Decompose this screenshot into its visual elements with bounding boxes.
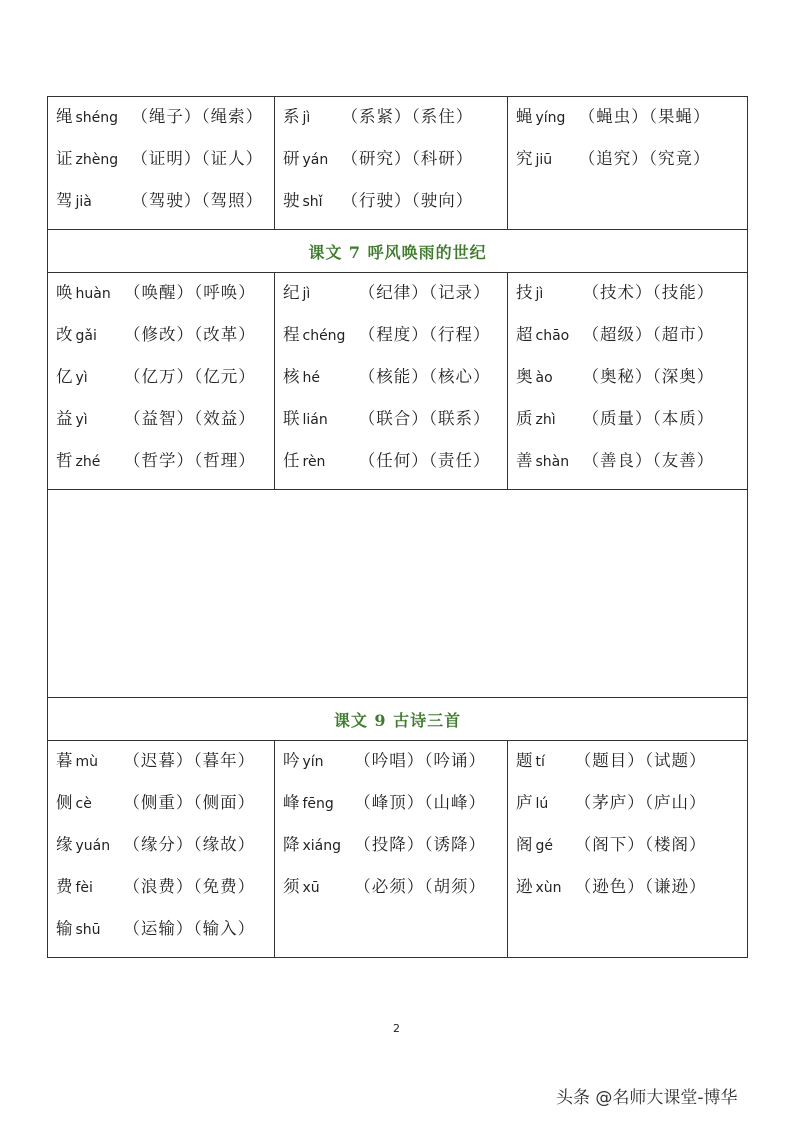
vocab-pinyin: huàn xyxy=(75,286,111,302)
vocab-char: 技 xyxy=(516,283,533,302)
vocab-pinyin: rèn xyxy=(302,454,326,470)
vocab-char: 究 xyxy=(516,149,533,168)
vocab-char: 益 xyxy=(56,409,73,428)
watermark: 头条 @名师大课堂-博华 xyxy=(556,1088,738,1108)
vocab-words: （证明）（证人） xyxy=(131,149,264,168)
lesson7-row xyxy=(48,273,748,490)
vocab-entry xyxy=(56,747,274,789)
vocab-words: （运输）（输入） xyxy=(123,919,256,938)
vocab-pinyin: ào xyxy=(535,370,553,386)
lesson9-col-1 xyxy=(48,741,275,958)
vocab-char: 驶 xyxy=(283,191,300,210)
vocab-entry xyxy=(56,447,274,489)
vocab-words: （阁下）（楼阁） xyxy=(574,835,707,854)
lesson9-title: 课文 9 古诗三首 xyxy=(333,710,462,730)
vocab-entry xyxy=(516,747,747,789)
vocab-pinyin: xùn xyxy=(535,880,562,896)
vocab-entry xyxy=(56,405,274,447)
vocab-pinyin: tí xyxy=(535,754,545,770)
vocab-entry xyxy=(56,103,274,145)
vocab-words: （行驶）（驶向） xyxy=(341,191,474,210)
vocab-words: （哲学）（哲理） xyxy=(123,451,256,470)
vocab-char: 暮 xyxy=(56,751,73,770)
section-top-col-1 xyxy=(48,97,275,230)
vocab-words: （蝇虫）（果蝇） xyxy=(578,107,711,126)
vocab-entry xyxy=(56,873,274,915)
vocab-entry xyxy=(516,145,747,187)
lesson7-title-row xyxy=(48,230,748,273)
vocab-words: （峰顶）（山峰） xyxy=(354,793,487,812)
vocab-char: 费 xyxy=(56,877,73,896)
vocab-char: 峰 xyxy=(283,793,300,812)
vocab-pinyin: yì xyxy=(75,412,88,428)
vocab-pinyin: shū xyxy=(75,922,101,938)
lesson9-row xyxy=(48,741,748,958)
vocab-words: （缘分）（缘故） xyxy=(123,835,256,854)
vocab-char: 证 xyxy=(56,149,73,168)
vocab-pinyin: lú xyxy=(535,796,549,812)
vocab-char: 降 xyxy=(283,835,300,854)
vocab-pinyin: mù xyxy=(75,754,99,770)
vocab-entry xyxy=(56,789,274,831)
vocab-char: 唤 xyxy=(56,283,73,302)
vocab-words: （善良）（友善） xyxy=(582,451,715,470)
vocab-words: （浪费）（免费） xyxy=(123,877,256,896)
vocab-char: 纪 xyxy=(283,283,300,302)
vocab-char: 绳 xyxy=(56,107,73,126)
vocab-char: 哲 xyxy=(56,451,73,470)
vocab-words: （技术）（技能） xyxy=(582,283,715,302)
vocab-pinyin: cè xyxy=(75,796,92,812)
vocab-pinyin: jì xyxy=(302,110,311,126)
vocab-pinyin: jiū xyxy=(535,152,553,168)
vocab-char: 吟 xyxy=(283,751,300,770)
vocab-char: 阁 xyxy=(516,835,533,854)
vocab-entry xyxy=(283,747,507,789)
vocab-entry xyxy=(516,831,747,873)
vocab-words: （题目）（试题） xyxy=(574,751,707,770)
lesson7-col-1 xyxy=(48,273,275,490)
vocab-entry xyxy=(516,363,747,405)
vocab-entry xyxy=(516,789,747,831)
vocab-entry xyxy=(56,363,274,405)
vocab-char: 善 xyxy=(516,451,533,470)
vocab-entry xyxy=(56,187,274,229)
section-top-col-2 xyxy=(275,97,508,230)
vocab-pinyin: yì xyxy=(75,370,88,386)
vocab-entry xyxy=(283,279,507,321)
vocab-words: （侧重）（侧面） xyxy=(123,793,256,812)
vocab-entry xyxy=(283,873,507,915)
lesson7-title: 课文 7 呼风唤雨的世纪 xyxy=(308,242,487,262)
vocab-pinyin: chāo xyxy=(535,328,570,344)
vocab-char: 输 xyxy=(56,919,73,938)
section-top-row xyxy=(48,97,748,230)
vocab-pinyin: zhèng xyxy=(75,152,119,168)
vocab-pinyin: hé xyxy=(302,370,320,386)
vocab-char: 质 xyxy=(516,409,533,428)
vocab-words: （必须）（胡须） xyxy=(354,877,487,896)
vocab-char: 驾 xyxy=(56,191,73,210)
vocab-char: 庐 xyxy=(516,793,533,812)
vocab-pinyin: yín xyxy=(302,754,324,770)
vocab-words: （吟唱）（吟诵） xyxy=(354,751,487,770)
vocab-char: 系 xyxy=(283,107,300,126)
vocab-words: （程度）（行程） xyxy=(358,325,491,344)
lesson9-col-2 xyxy=(275,741,508,958)
vocab-words: （唤醒）（呼唤） xyxy=(123,283,256,302)
vocab-pinyin: xū xyxy=(302,880,320,896)
vocab-char: 缘 xyxy=(56,835,73,854)
vocab-pinyin: xiáng xyxy=(302,838,342,854)
vocab-pinyin: gǎi xyxy=(75,328,97,344)
vocab-char: 奥 xyxy=(516,367,533,386)
vocab-words: （超级）（超市） xyxy=(582,325,715,344)
vocab-words: （迟暮）（暮年） xyxy=(123,751,256,770)
vocab-entry xyxy=(283,447,507,489)
vocab-words: （任何）（责任） xyxy=(358,451,491,470)
lesson7-col-2 xyxy=(275,273,508,490)
vocab-entry xyxy=(56,321,274,363)
vocab-words: （联合）（联系） xyxy=(358,409,491,428)
vocab-pinyin: yán xyxy=(302,152,329,168)
vocab-words: （亿万）（亿元） xyxy=(123,367,256,386)
lesson9-col-3 xyxy=(508,741,748,958)
vocab-char: 改 xyxy=(56,325,73,344)
vocab-entry xyxy=(283,321,507,363)
vocab-entry xyxy=(56,915,274,957)
vocab-words: （逊色）（谦逊） xyxy=(574,877,707,896)
vocab-pinyin: shéng xyxy=(75,110,119,126)
vocab-words: （投降）（诱降） xyxy=(354,835,487,854)
vocab-pinyin: shàn xyxy=(535,454,570,470)
vocab-entry xyxy=(283,103,507,145)
vocab-entry xyxy=(283,831,507,873)
vocab-entry xyxy=(516,873,747,915)
vocab-words: （系紧）（系住） xyxy=(341,107,474,126)
vocab-words: （奥秘）（深奥） xyxy=(582,367,715,386)
vocab-char: 须 xyxy=(283,877,300,896)
lesson9-title-row xyxy=(48,698,748,741)
vocab-char: 侧 xyxy=(56,793,73,812)
vocab-char: 联 xyxy=(283,409,300,428)
vocab-pinyin: gé xyxy=(535,838,553,854)
vocab-entry xyxy=(283,789,507,831)
vocab-entry xyxy=(283,405,507,447)
vocab-pinyin: yuán xyxy=(75,838,111,854)
vocab-char: 逊 xyxy=(516,877,533,896)
vocab-words: （茅庐）（庐山） xyxy=(574,793,707,812)
vocab-entry xyxy=(516,279,747,321)
vocab-words: （核能）（核心） xyxy=(358,367,491,386)
vocab-char: 程 xyxy=(283,325,300,344)
vocab-entry xyxy=(283,363,507,405)
vocab-char: 蝇 xyxy=(516,107,533,126)
vocab-pinyin: chéng xyxy=(302,328,346,344)
section-top-col-3 xyxy=(508,97,748,230)
vocabulary-table xyxy=(47,96,748,958)
vocab-entry xyxy=(283,187,507,229)
vocab-words: （质量）（本质） xyxy=(582,409,715,428)
vocab-entry xyxy=(56,145,274,187)
vocab-pinyin: zhé xyxy=(75,454,101,470)
vocab-entry xyxy=(56,279,274,321)
vocab-pinyin: lián xyxy=(302,412,328,428)
vocab-char: 题 xyxy=(516,751,533,770)
vocab-pinyin: yíng xyxy=(535,110,566,126)
vocab-char: 超 xyxy=(516,325,533,344)
page-number: 2 xyxy=(393,1022,400,1035)
lesson7-col-3 xyxy=(508,273,748,490)
vocab-entry xyxy=(283,145,507,187)
vocab-entry xyxy=(516,321,747,363)
vocab-pinyin: fēng xyxy=(302,796,334,812)
vocab-char: 核 xyxy=(283,367,300,386)
vocab-char: 任 xyxy=(283,451,300,470)
vocab-pinyin: shǐ xyxy=(302,194,323,210)
vocab-words: （绳子）（绳索） xyxy=(131,107,264,126)
vocab-entry xyxy=(516,447,747,489)
vocab-pinyin: zhì xyxy=(535,412,556,428)
vocab-pinyin: fèi xyxy=(75,880,93,896)
vocab-char: 亿 xyxy=(56,367,73,386)
vocab-entry xyxy=(516,103,747,145)
vocab-entry xyxy=(516,405,747,447)
vocab-entry xyxy=(56,831,274,873)
vocab-char: 研 xyxy=(283,149,300,168)
vocab-words: （驾驶）（驾照） xyxy=(131,191,264,210)
vocab-words: （修改）（改革） xyxy=(123,325,256,344)
vocab-words: （追究）（究竟） xyxy=(578,149,711,168)
vocab-pinyin: jià xyxy=(75,194,92,210)
vocab-pinyin: jì xyxy=(535,286,544,302)
blank-row xyxy=(48,490,748,698)
vocab-words: （益智）（效益） xyxy=(123,409,256,428)
vocab-pinyin: jì xyxy=(302,286,311,302)
vocab-words: （研究）（科研） xyxy=(341,149,474,168)
vocab-words: （纪律）（记录） xyxy=(358,283,491,302)
